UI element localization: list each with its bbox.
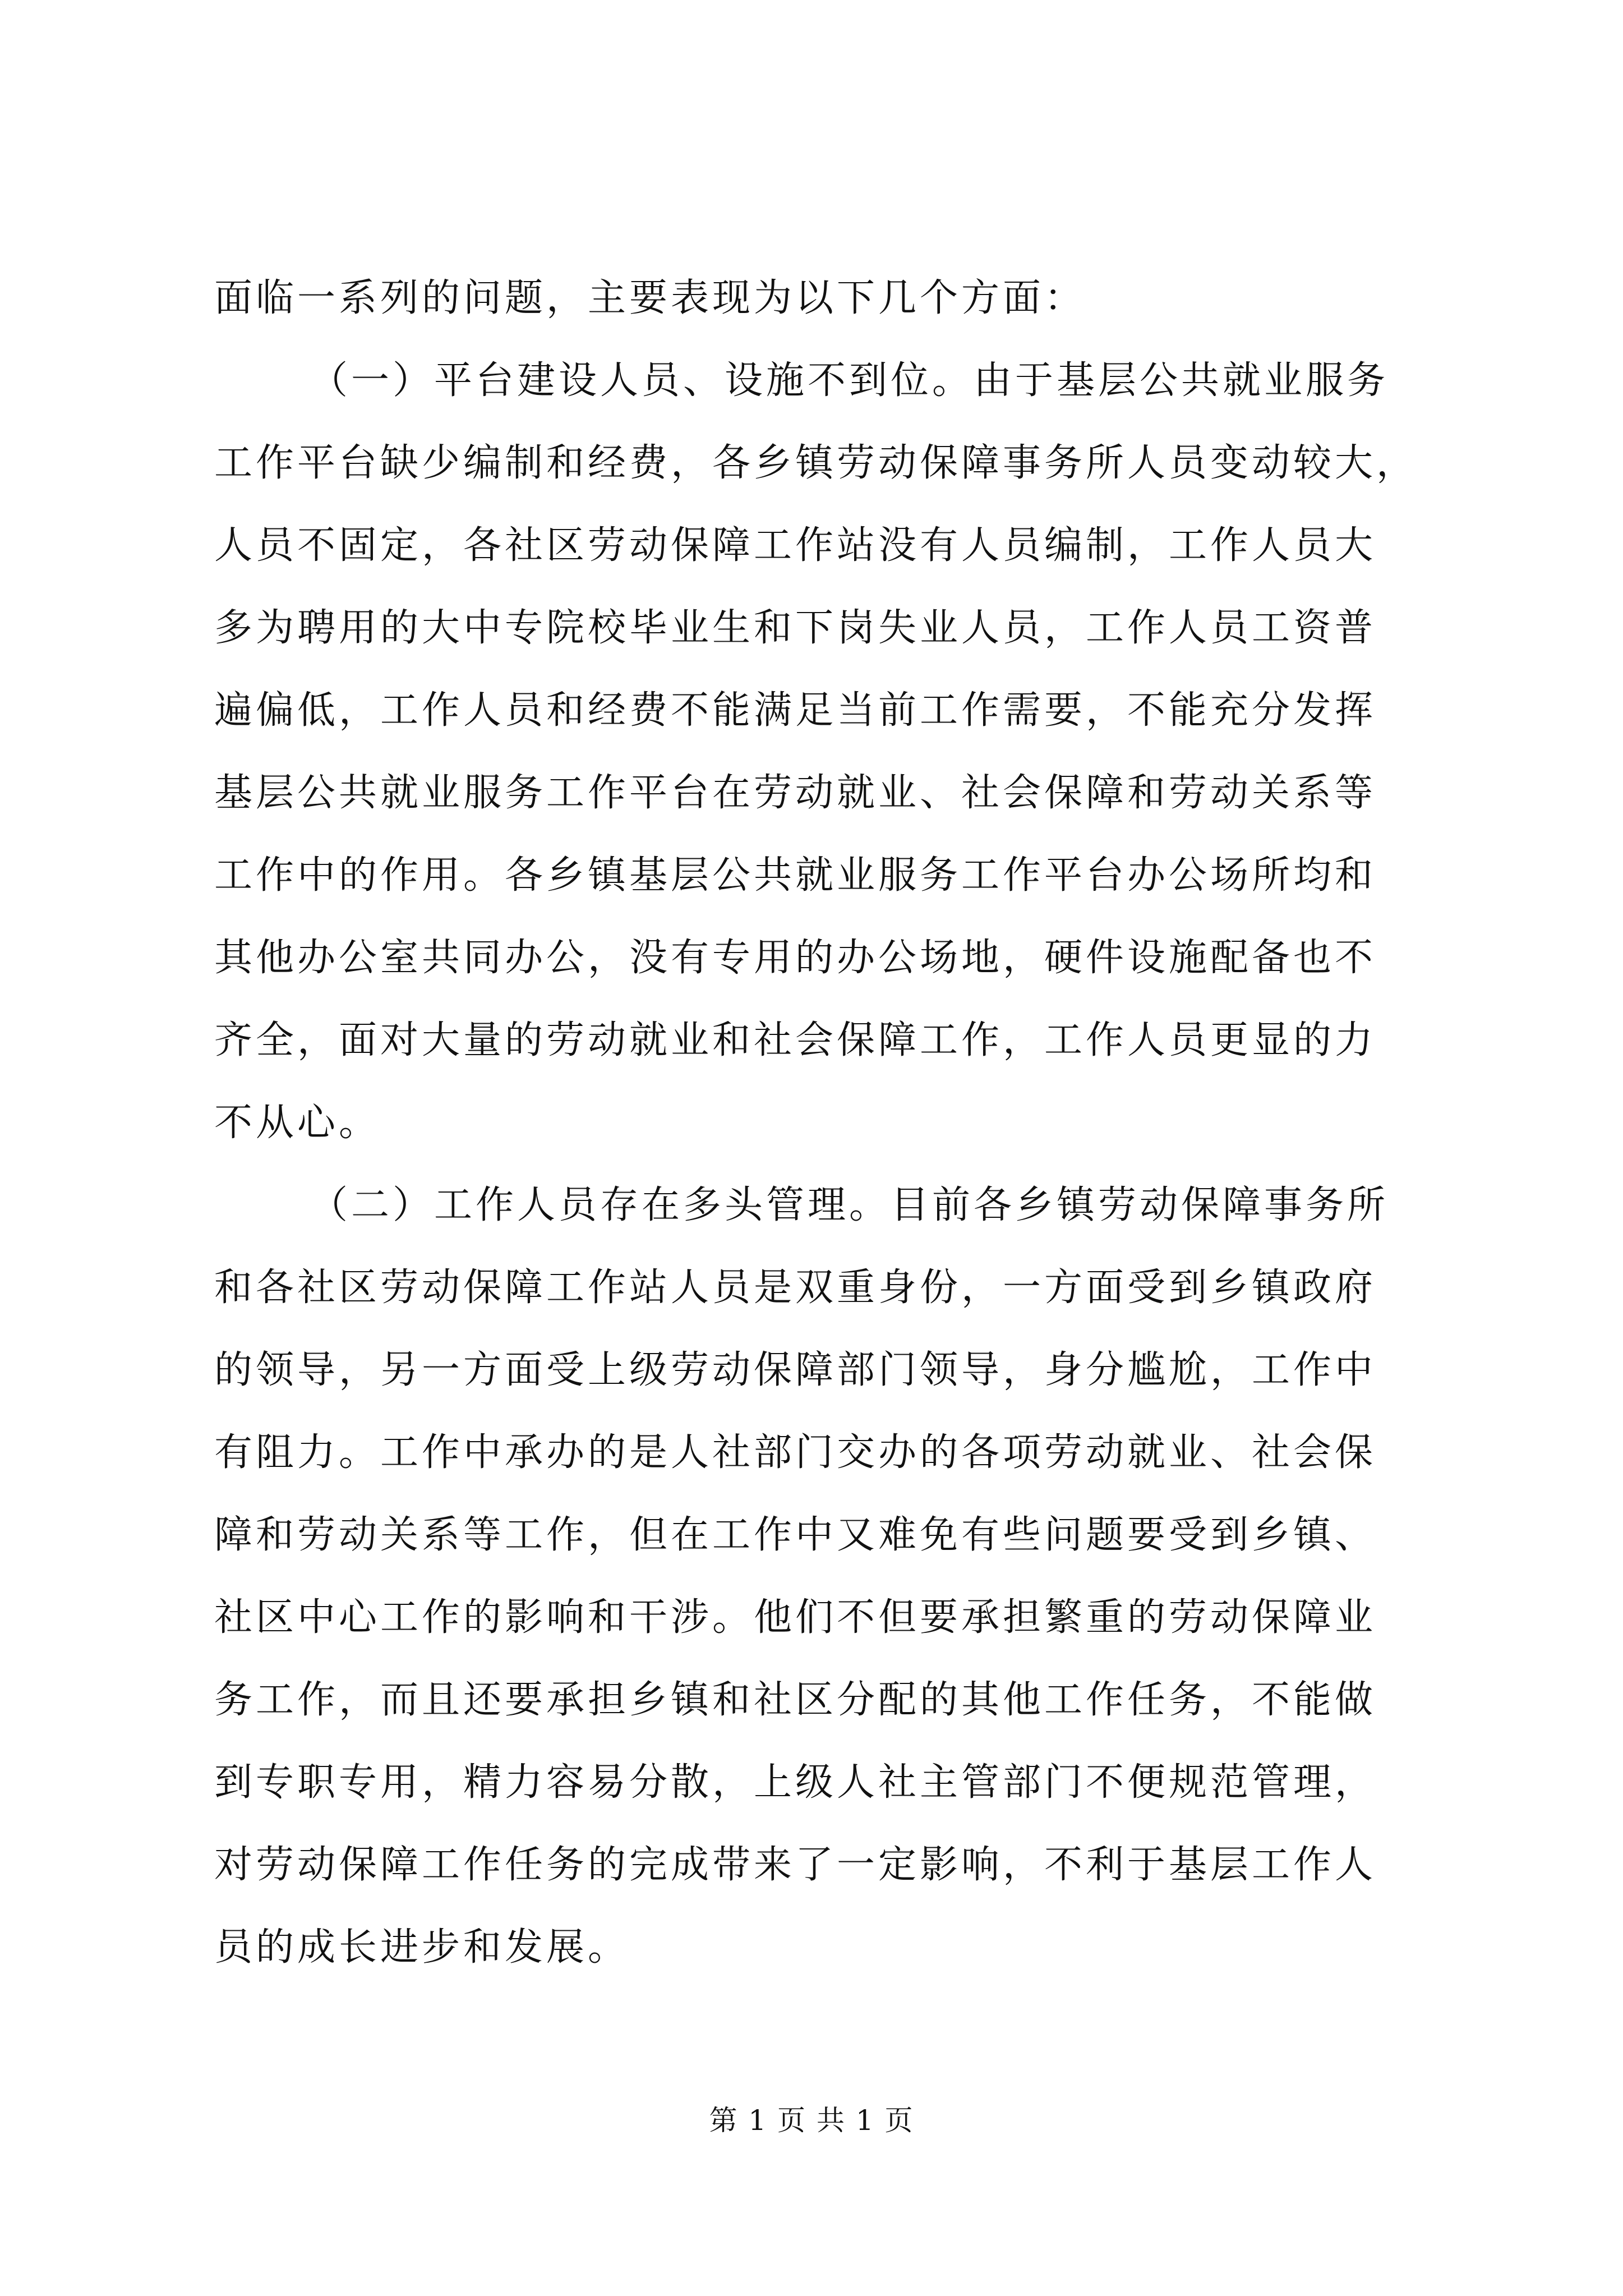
text-line: 不从心。 xyxy=(214,1101,381,1145)
text-line: 工作中的作用。各乡镇基层公共就业服务工作平台办公场所均和 xyxy=(214,853,1377,898)
text-line: 的领导，另一方面受上级劳动保障部门领导，身分尴尬，工作中 xyxy=(214,1348,1377,1392)
text-line: 对劳动保障工作任务的完成带来了一定影响，不利于基层工作人 xyxy=(214,1843,1377,1887)
text-line: 人员不固定，各社区劳动保障工作站没有人员编制，工作人员大 xyxy=(214,523,1377,568)
text-line: 员的成长进步和发展。 xyxy=(214,1925,630,1970)
text-line: 多为聘用的大中专院校毕业生和下岗失业人员，工作人员工资普 xyxy=(214,606,1377,650)
text-line: 障和劳动关系等工作，但在工作中又难免有些问题要受到乡镇、 xyxy=(214,1513,1377,1557)
text-line: 面临一系列的问题，主要表现为以下几个方面： xyxy=(214,276,1086,320)
text-line: 基层公共就业服务工作平台在劳动就业、社会保障和劳动关系等 xyxy=(214,771,1377,815)
text-line: 工作平台缺少编制和经费，各乡镇劳动保障事务所人员变动较大， xyxy=(214,441,1418,485)
text-line: 齐全，面对大量的劳动就业和社会保障工作，工作人员更显的力 xyxy=(214,1018,1377,1062)
section-1-heading-line: （一）平台建设人员、设施不到位。由于基层公共就业服务 xyxy=(310,358,1389,403)
page-footer: 第 1 页 共 1 页 xyxy=(709,2104,914,2137)
text-line: 和各社区劳动保障工作站人员是双重身份，一方面受到乡镇政府 xyxy=(214,1266,1377,1310)
body-text xyxy=(214,257,1454,1989)
text-line: 社区中心工作的影响和干涉。他们不但要承担繁重的劳动保障业 xyxy=(214,1595,1377,1640)
text-line: 到专职专用，精力容易分散，上级人社主管部门不便规范管理， xyxy=(214,1760,1377,1805)
text-line: 其他办公室共同办公，没有专用的办公场地，硬件设施配备也不 xyxy=(214,936,1377,980)
text-line: 务工作，而且还要承担乡镇和社区分配的其他工作任务，不能做 xyxy=(214,1678,1377,1722)
text-line: 有阻力。工作中承办的是人社部门交办的各项劳动就业、社会保 xyxy=(214,1430,1377,1475)
section-2-heading-line: （二）工作人员存在多头管理。目前各乡镇劳动保障事务所 xyxy=(310,1183,1389,1227)
text-line: 遍偏低，工作人员和经费不能满足当前工作需要，不能充分发挥 xyxy=(214,688,1377,733)
